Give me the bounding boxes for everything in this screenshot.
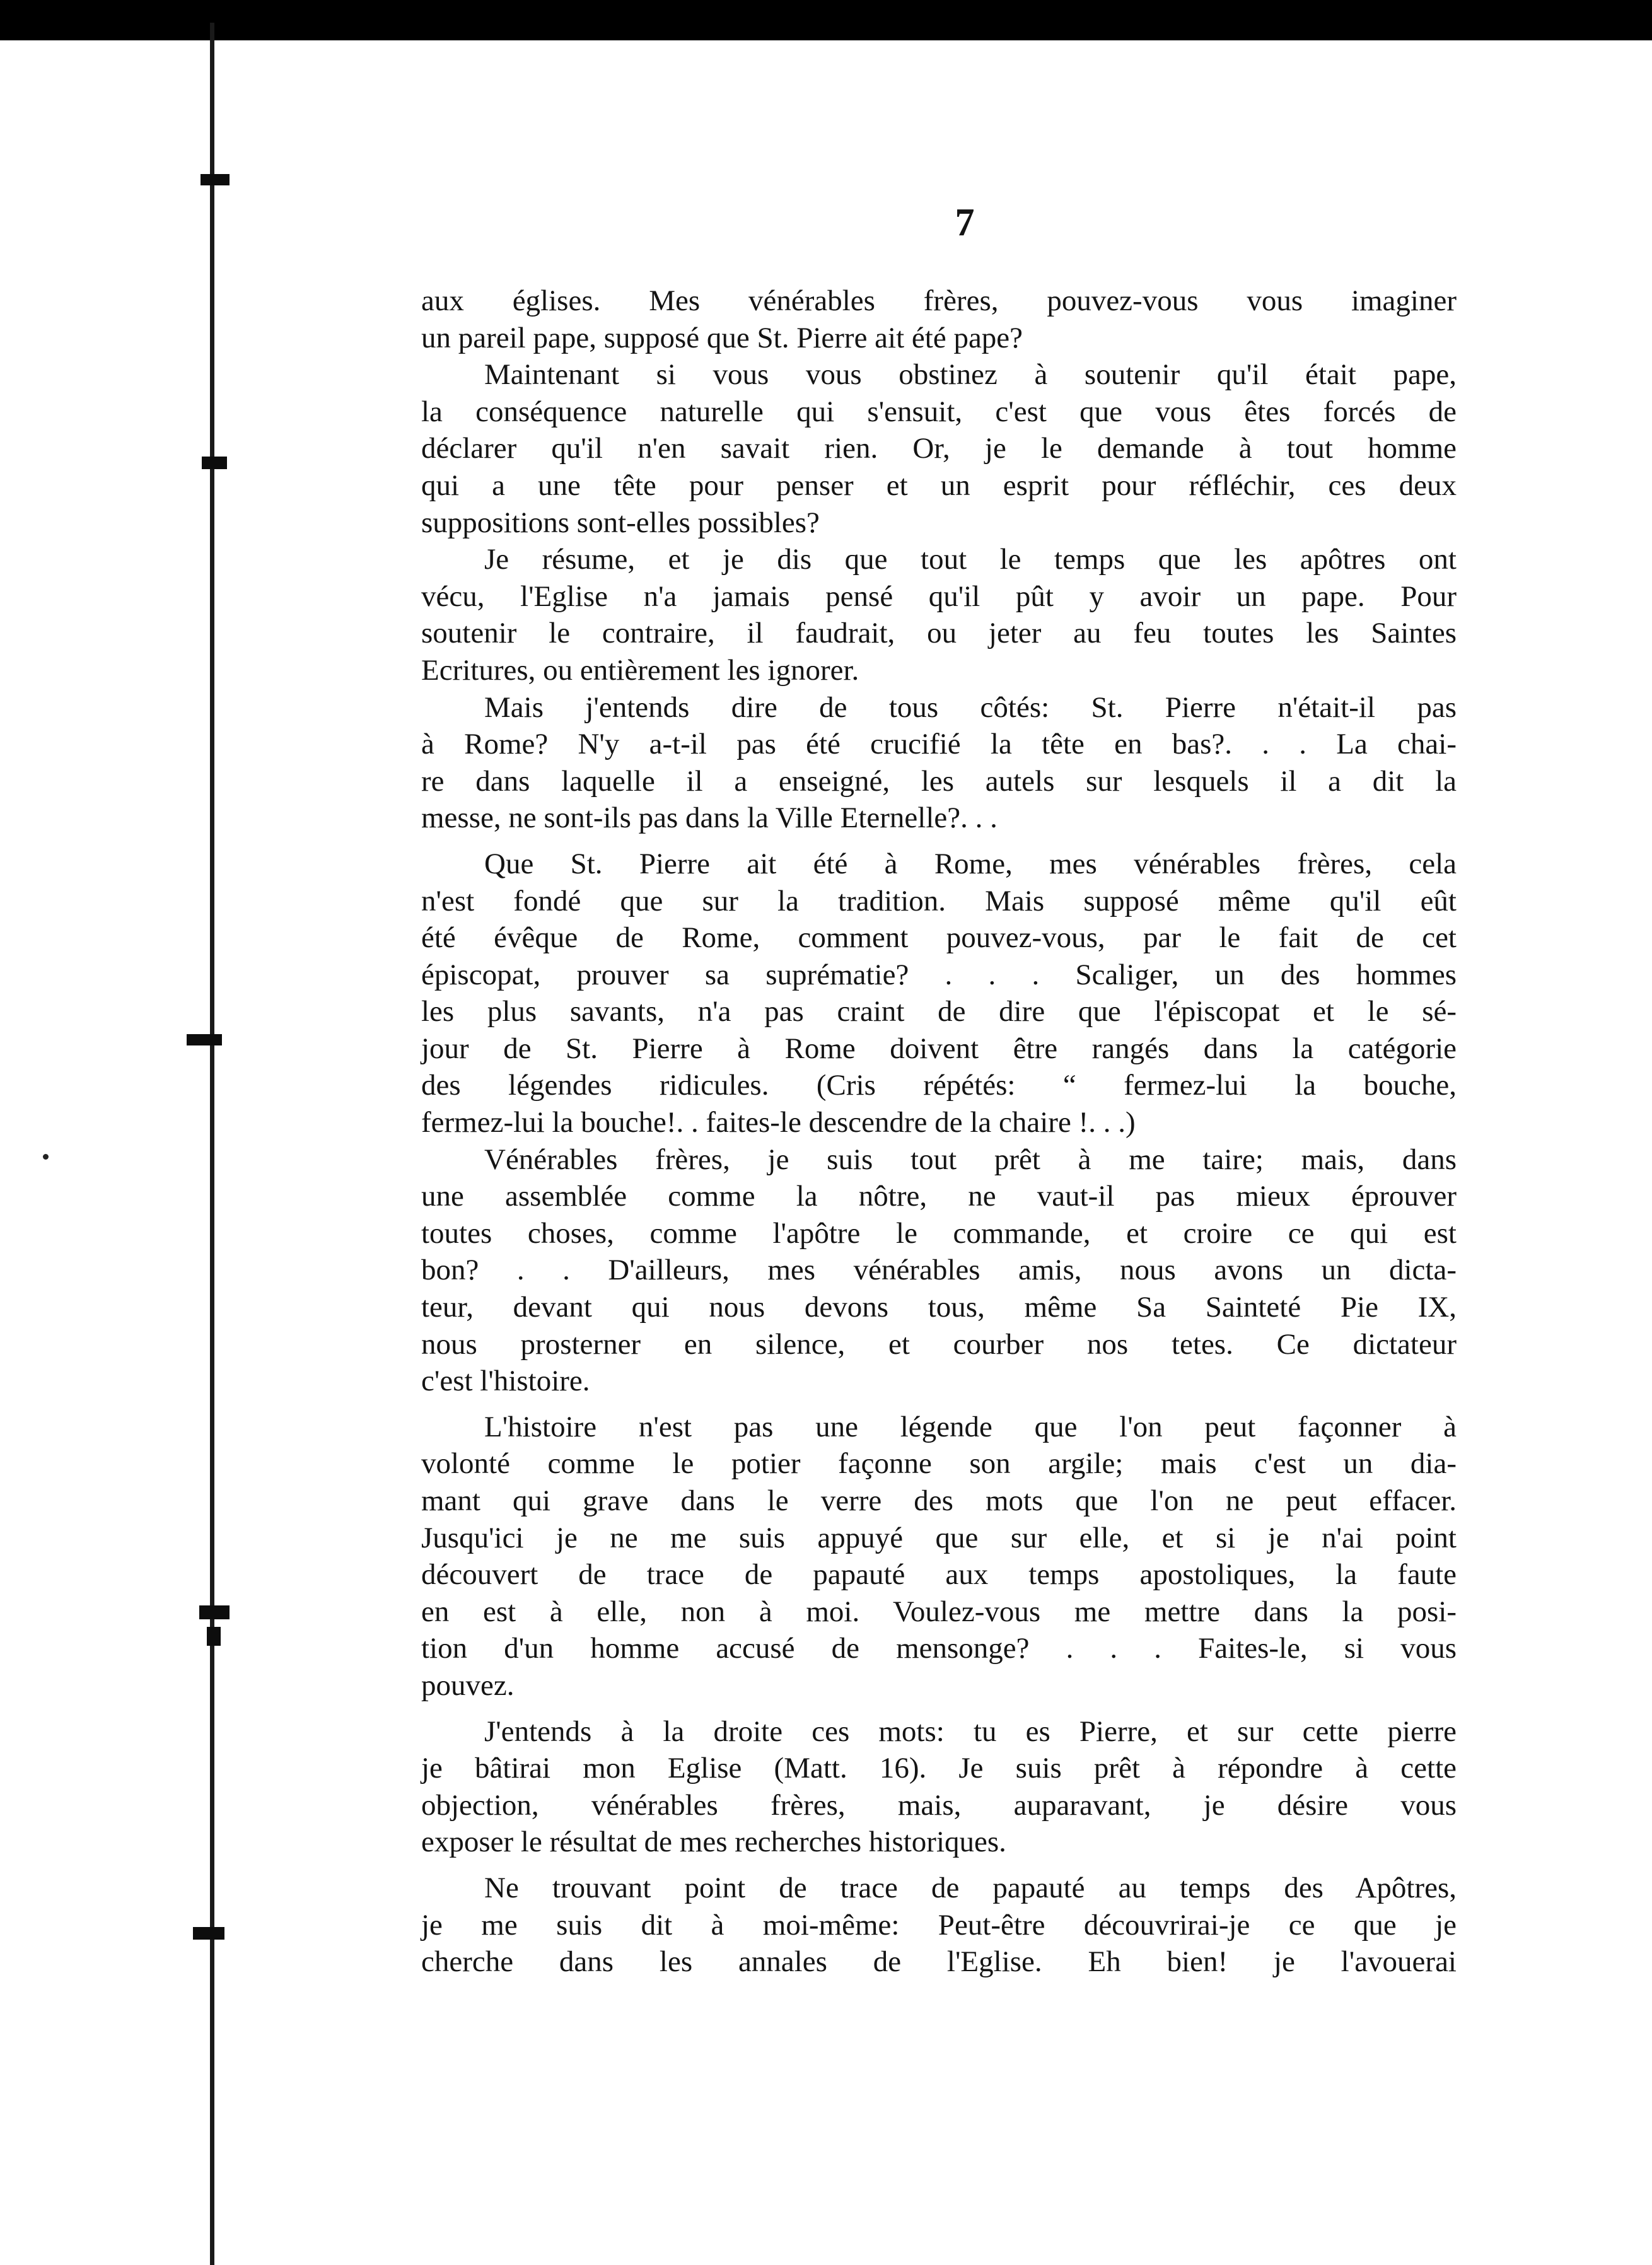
- text-line: fermez-lui la bouche!. . faites-le descendre de la chaire !. . .): [421, 1106, 1136, 1139]
- text-line: Vénérables frères, je suis tout prêt à me taire; mais, dans: [484, 1143, 1457, 1176]
- text-line: Ecritures, ou entièrement les ignorer.: [421, 653, 859, 687]
- binding-mark: [187, 1034, 222, 1045]
- text-line: soutenir le contraire, il faudrait, ou jeter au feu toutes les Saintes: [421, 617, 1457, 650]
- text-line: volonté comme le potier façonne son argile; mais c'est un dia-: [421, 1447, 1457, 1481]
- scan-speck: [43, 1154, 49, 1160]
- text-line: jour de St. Pierre à Rome doivent être rangés dans la catégorie: [421, 1032, 1457, 1065]
- text-line: L'histoire n'est pas une légende que l'on peut façonner à: [484, 1410, 1457, 1443]
- text-line: une assemblée comme la nôtre, ne vaut-il pas mieux éprouver: [421, 1180, 1457, 1213]
- text-line: Maintenant si vous vous obstinez à soutenir qu'il était pape,: [484, 358, 1457, 392]
- text-line: Mais j'entends dire de tous côtés: St. Pierre n'était-il pas: [484, 690, 1457, 724]
- text-line: toutes choses, comme l'apôtre le commande, et croire ce qui est: [421, 1216, 1457, 1250]
- text-line: cherche dans les annales de l'Eglise. Eh bien! je l'avouerai: [421, 1945, 1457, 1979]
- text-line: suppositions sont-elles possibles?: [421, 506, 820, 539]
- binding-mark: [199, 1605, 230, 1619]
- body-text: [421, 282, 1457, 1981]
- binding-mark: [193, 1927, 224, 1940]
- text-line: je me suis dit à moi-même: Peut-être découvrirai-je ce que je: [421, 1908, 1457, 1942]
- text-line: Que St. Pierre ait été à Rome, mes vénérables frères, cela: [484, 847, 1457, 880]
- text-line: pouvez.: [421, 1668, 515, 1702]
- text-line: Je résume, et je dis que tout le temps que les apôtres ont: [484, 543, 1457, 576]
- text-line: messe, ne sont-ils pas dans la Ville Eternelle?. . .: [421, 801, 998, 835]
- text-line: découvert de trace de papauté aux temps apostoliques, la faute: [421, 1558, 1457, 1592]
- text-line: nous prosterner en silence, et courber nos tetes. Ce dictateur: [421, 1327, 1457, 1361]
- text-line: les plus savants, n'a pas craint de dire que l'épiscopat et le sé-: [421, 995, 1457, 1028]
- text-line: Jusqu'ici je ne me suis appuyé que sur elle, et si je n'ai point: [421, 1521, 1457, 1554]
- text-line: re dans laquelle il a enseigné, les autels sur lesquels il a dit la: [421, 764, 1457, 798]
- text-line: J'entends à la droite ces mots: tu es Pierre, et sur cette pierre: [484, 1715, 1457, 1748]
- text-line: en est à elle, non à moi. Voulez-vous me mettre dans la posi-: [421, 1595, 1457, 1628]
- text-line: mant qui grave dans le verre des mots que l'on ne peut effacer.: [421, 1484, 1457, 1517]
- text-line: aux églises. Mes vénérables frères, pouvez-vous vous imaginer: [421, 284, 1457, 317]
- text-line: épiscopat, prouver sa suprématie? . . . Scaliger, un des hommes: [421, 958, 1457, 991]
- text-line: c'est l'histoire.: [421, 1365, 590, 1398]
- page-number: 7: [955, 201, 975, 244]
- text-line: n'est fondé que sur la tradition. Mais supposé même qu'il eût: [421, 884, 1457, 917]
- text-line: la conséquence naturelle qui s'ensuit, c'est que vous êtes forcés de: [421, 395, 1457, 428]
- binding-mark: [207, 1627, 221, 1646]
- scan-top-border: [0, 0, 1652, 40]
- text-line: Ne trouvant point de trace de papauté au temps des Apôtres,: [484, 1871, 1457, 1904]
- text-line: qui a une tête pour penser et un esprit pour réfléchir, ces deux: [421, 469, 1457, 502]
- text-line: un pareil pape, supposé que St. Pierre ait été pape?: [421, 321, 1023, 354]
- text-line: teur, devant qui nous devons tous, même Sa Sainteté Pie IX,: [421, 1291, 1457, 1324]
- text-line: tion d'un homme accusé de mensonge? . . . Faites-le, si vous: [421, 1632, 1457, 1665]
- text-line: exposer le résultat de mes recherches historiques.: [421, 1825, 1006, 1859]
- text-line: des légendes ridicules. (Cris répétés: “ fermez-lui la bouche,: [421, 1069, 1457, 1102]
- binding-mark: [202, 457, 227, 469]
- text-line: objection, vénérables frères, mais, auparavant, je désire vous: [421, 1788, 1457, 1822]
- text-line: déclarer qu'il n'en savait rien. Or, je le demande à tout homme: [421, 432, 1457, 465]
- binding-mark: [201, 174, 230, 185]
- text-line: je bâtirai mon Eglise (Matt. 16). Je suis prêt à répondre à cette: [421, 1752, 1457, 1785]
- text-line: été évêque de Rome, comment pouvez-vous, par le fait de cet: [421, 921, 1457, 955]
- text-line: vécu, l'Eglise n'a jamais pensé qu'il pût y avoir un pape. Pour: [421, 579, 1457, 613]
- text-line: bon? . . D'ailleurs, mes vénérables amis, nous avons un dicta-: [421, 1254, 1457, 1287]
- text-line: à Rome? N'y a-t-il pas été crucifié la tête en bas?. . . La chai-: [421, 728, 1457, 761]
